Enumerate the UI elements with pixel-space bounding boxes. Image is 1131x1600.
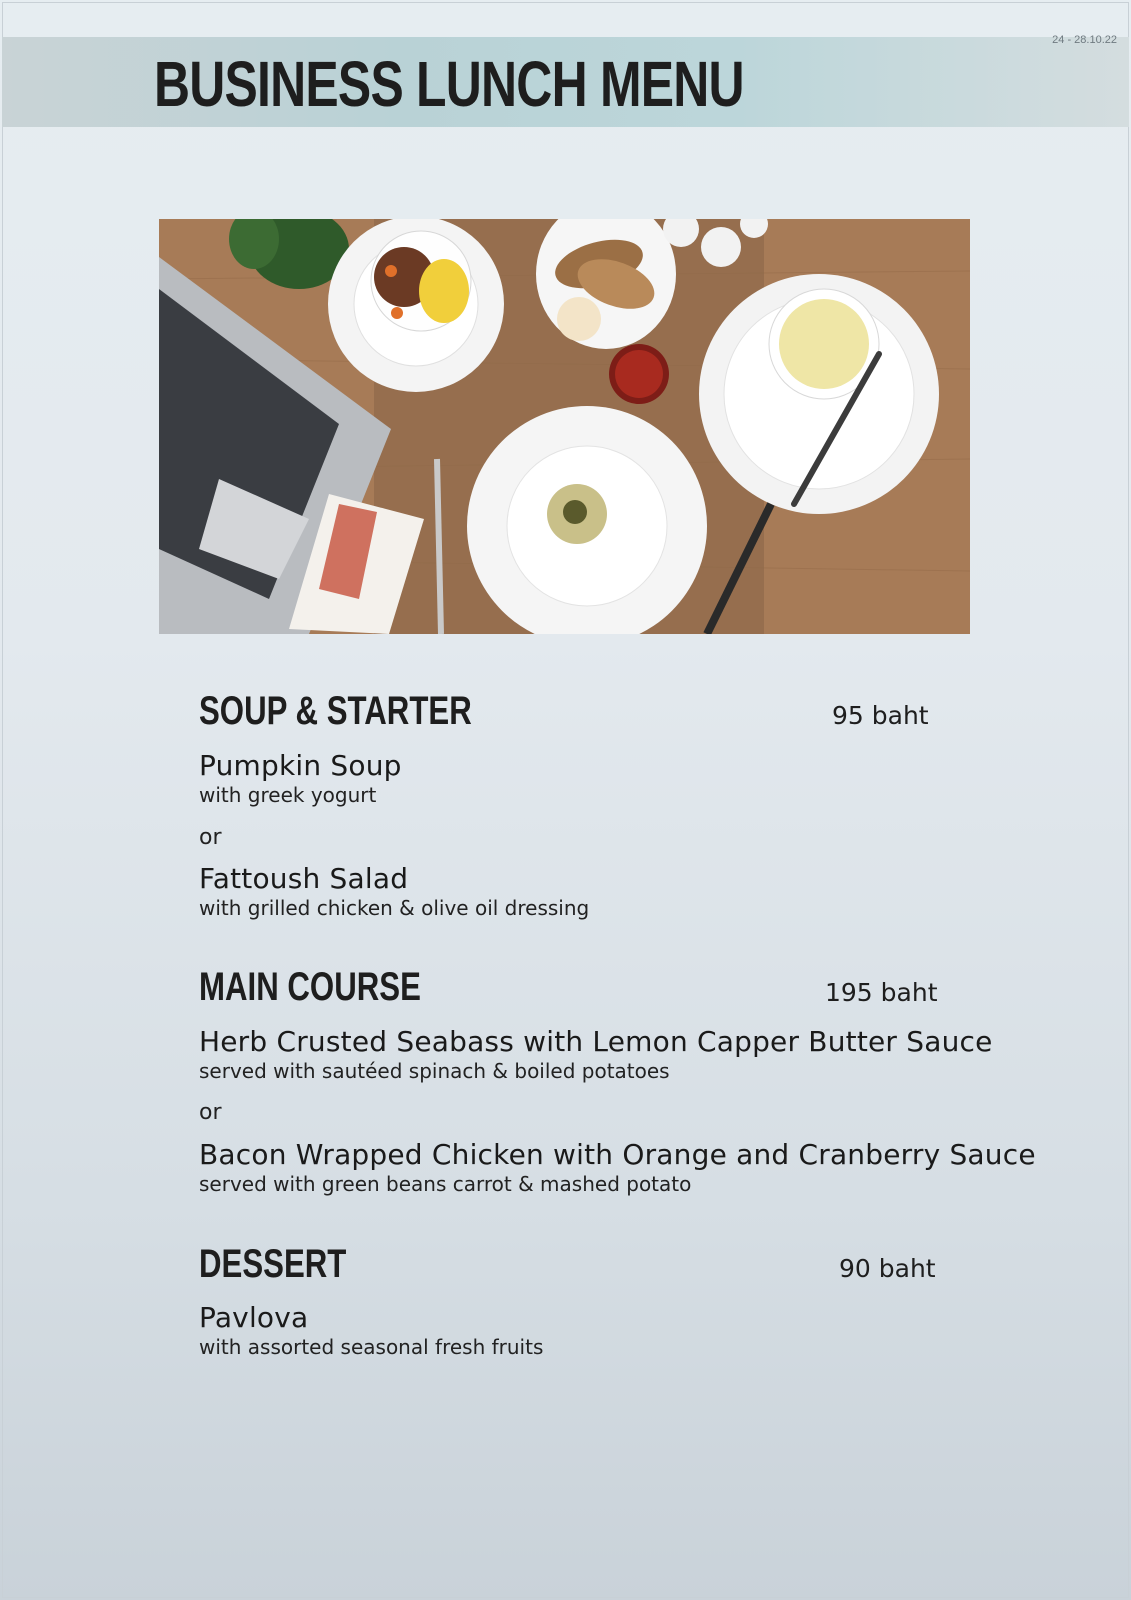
or-separator: or (199, 825, 222, 850)
price-dessert: 90 baht (839, 1254, 936, 1283)
section-heading-dessert: DESSERT (199, 1242, 347, 1286)
dish-description: served with green beans carrot & mashed potato (199, 1172, 692, 1196)
price-soup-starter: 95 baht (832, 701, 929, 730)
food-table-photo-icon (159, 219, 970, 634)
dish-name: Bacon Wrapped Chicken with Orange and Cranberry Sauce (199, 1138, 1036, 1171)
section-heading-soup-starter: SOUP & STARTER (199, 689, 472, 733)
dish-description: with grilled chicken & olive oil dressing (199, 896, 590, 920)
hero-photo (159, 219, 970, 634)
dish-name: Pumpkin Soup (199, 749, 402, 782)
dish-name: Pavlova (199, 1301, 309, 1334)
dish-description: served with sautéed spinach & boiled potatoes (199, 1059, 670, 1083)
dish-description: with assorted seasonal fresh fruits (199, 1335, 544, 1359)
or-separator: or (199, 1100, 222, 1125)
page-title: BUSINESS LUNCH MENU (154, 48, 744, 120)
dish-description: with greek yogurt (199, 783, 377, 807)
dish-name: Fattoush Salad (199, 862, 409, 895)
dish-name: Herb Crusted Seabass with Lemon Capper Butter Sauce (199, 1025, 993, 1058)
price-main-course: 195 baht (825, 978, 938, 1007)
section-heading-main-course: MAIN COURSE (199, 965, 421, 1009)
date-range: 24 - 28.10.22 (1052, 34, 1117, 46)
